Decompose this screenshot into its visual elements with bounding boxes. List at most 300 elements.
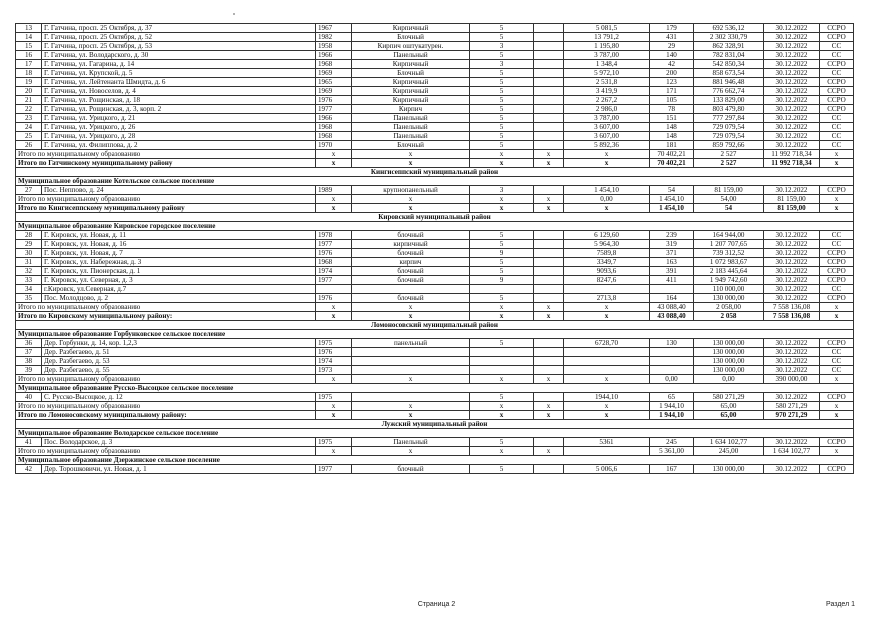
table-cell: блочный <box>352 231 470 240</box>
table-cell: 858 673,54 <box>694 69 764 78</box>
total-cell: 11 992 718,34 <box>764 159 820 168</box>
table-cell: Дер. Разбегаево, д. 55 <box>42 366 316 375</box>
table-cell: 5 <box>470 123 534 132</box>
total-cell: х <box>352 402 470 411</box>
table-cell: 30.12.2022 <box>764 141 820 150</box>
total-cell: х <box>534 411 564 420</box>
table-cell: 9 <box>470 249 534 258</box>
table-cell: 1944,10 <box>564 393 650 402</box>
total-cell: х <box>564 204 650 213</box>
municipality-header-row <box>16 177 854 186</box>
table-cell: 181 <box>650 141 694 150</box>
total-cell: х <box>316 447 352 456</box>
table-cell: 19 <box>16 78 42 87</box>
table-cell: 171 <box>650 87 694 96</box>
table-cell <box>352 366 470 375</box>
table-row <box>16 258 854 267</box>
table-cell: 30.12.2022 <box>764 240 820 249</box>
table-cell: 319 <box>650 240 694 249</box>
total-cell: х <box>820 375 854 384</box>
table-cell: СС <box>820 366 854 375</box>
total-cell: х <box>820 303 854 312</box>
municipality-header-row <box>16 456 854 465</box>
table-cell: 3 <box>470 42 534 51</box>
district-title: Ломоносовский муниципальный район <box>16 321 854 330</box>
total-cell: х <box>470 159 534 168</box>
total-cell: х <box>534 375 564 384</box>
total-cell: х <box>316 303 352 312</box>
total-cell: х <box>470 375 534 384</box>
table-cell <box>534 60 564 69</box>
table-cell: 164 944,00 <box>694 231 764 240</box>
total-cell: 54 <box>694 204 764 213</box>
table-cell: 9093,6 <box>564 267 650 276</box>
table-cell: 25 <box>16 132 42 141</box>
total-cell: 0,00 <box>694 375 764 384</box>
scan-speck <box>233 13 235 15</box>
table-row <box>16 285 854 294</box>
table-cell <box>534 105 564 114</box>
total-cell: 43 088,40 <box>650 312 694 321</box>
table-row <box>16 339 854 348</box>
table-cell <box>534 348 564 357</box>
table-cell: 5 892,36 <box>564 141 650 150</box>
total-cell: 1 634 102,77 <box>764 447 820 456</box>
total-cell: 245,00 <box>694 447 764 456</box>
table-cell: Г. Гатчина, ул. Лейтенанта Шмидта, д. 6 <box>42 78 316 87</box>
table-cell: Кирпичный <box>352 60 470 69</box>
municipality-header-row <box>16 384 854 393</box>
table-row <box>16 123 854 132</box>
table-cell: 28 <box>16 231 42 240</box>
table-cell: 30.12.2022 <box>764 231 820 240</box>
table-cell: 15 <box>16 42 42 51</box>
table-row <box>16 249 854 258</box>
table-cell: 5 <box>470 69 534 78</box>
table-cell <box>534 69 564 78</box>
table-cell: 26 <box>16 141 42 150</box>
table-cell: 123 <box>650 78 694 87</box>
district-title: Лужский муниципальный район <box>16 420 854 429</box>
district-total-row <box>16 411 854 420</box>
table-cell: 30.12.2022 <box>764 42 820 51</box>
table-cell: 38 <box>16 357 42 366</box>
table-cell: 163 <box>650 258 694 267</box>
total-label: Итого по муниципальному образованию <box>16 303 316 312</box>
total-label: Итого по Кингисеппскому муниципальному району <box>16 204 316 213</box>
table-cell: 5 <box>470 114 534 123</box>
table-cell: 5 <box>470 393 534 402</box>
table-cell: Дер. Горбунки, д. 14, кор. 1,2,3 <box>42 339 316 348</box>
table-cell: 30.12.2022 <box>764 114 820 123</box>
table-cell: 5 081,5 <box>564 24 650 33</box>
table-cell: 782 831,04 <box>694 51 764 60</box>
table-cell: ССРО <box>820 96 854 105</box>
table-cell: 40 <box>16 393 42 402</box>
total-cell: х <box>534 303 564 312</box>
total-cell: х <box>820 150 854 159</box>
table-cell: ССРО <box>820 393 854 402</box>
table-cell <box>352 393 470 402</box>
total-cell: х <box>352 150 470 159</box>
table-cell: СС <box>820 231 854 240</box>
total-cell: 70 402,21 <box>650 150 694 159</box>
table-cell: 5361 <box>564 438 650 447</box>
table-cell: 371 <box>650 249 694 258</box>
table-cell: 1975 <box>316 393 352 402</box>
table-cell: 1 634 102,77 <box>694 438 764 447</box>
table-cell: 3 787,00 <box>564 114 650 123</box>
table-row <box>16 357 854 366</box>
total-cell: х <box>534 402 564 411</box>
table-cell: Пос. Неппово, д. 24 <box>42 186 316 195</box>
total-cell: х <box>820 195 854 204</box>
table-cell: 30.12.2022 <box>764 51 820 60</box>
table-cell <box>352 285 470 294</box>
district-title: Кингисеппский муниципальный район <box>16 168 854 177</box>
total-label: Итого по Ломоносовскому муниципальному району: <box>16 411 316 420</box>
table-cell: СС <box>820 51 854 60</box>
table-cell: Г. Гатчина, ул. Новоселов, д. 4 <box>42 87 316 96</box>
table-cell: 5 <box>470 78 534 87</box>
table-cell: 151 <box>650 114 694 123</box>
table-cell: СС <box>820 132 854 141</box>
total-cell: х <box>352 447 470 456</box>
table-cell <box>564 348 650 357</box>
table-cell: 29 <box>16 240 42 249</box>
table-cell: 30.12.2022 <box>764 348 820 357</box>
total-cell: 2 527 <box>694 159 764 168</box>
table-cell: 1965 <box>316 78 352 87</box>
table-cell: 2 183 445,64 <box>694 267 764 276</box>
table-cell: ССРО <box>820 294 854 303</box>
table-cell: ССРО <box>820 249 854 258</box>
table-cell: 777 297,84 <box>694 114 764 123</box>
table-cell: Пос. Володарское, д. 3 <box>42 438 316 447</box>
municipality-title: Муниципальное образование Володарское сельское поселение <box>16 429 854 438</box>
table-cell <box>534 123 564 132</box>
table-cell: ССРО <box>820 438 854 447</box>
table-cell: 1967 <box>316 24 352 33</box>
total-label: Итого по муниципальному образованию <box>16 195 316 204</box>
table-cell: Г. Кировск, ул. Набережная, д. 3 <box>42 258 316 267</box>
total-cell: х <box>352 303 470 312</box>
table-cell <box>470 348 534 357</box>
table-cell: 30.12.2022 <box>764 69 820 78</box>
table-cell: 30.12.2022 <box>764 294 820 303</box>
table-cell: блочный <box>352 276 470 285</box>
total-label: Итого по муниципальному образованию <box>16 150 316 159</box>
table-cell: 3349,7 <box>564 258 650 267</box>
table-cell: 130 000,00 <box>694 465 764 474</box>
table-cell <box>564 285 650 294</box>
register-sheet <box>15 23 853 474</box>
table-row <box>16 465 854 474</box>
table-cell: 5 <box>470 132 534 141</box>
total-cell: 2 058,00 <box>694 303 764 312</box>
table-cell: 30.12.2022 <box>764 96 820 105</box>
table-cell: Кирпичный <box>352 96 470 105</box>
table-cell: 130 <box>650 339 694 348</box>
table-cell: 803 479,80 <box>694 105 764 114</box>
table-cell: 1968 <box>316 258 352 267</box>
municipality-header-row <box>16 330 854 339</box>
table-cell: 148 <box>650 132 694 141</box>
total-cell: 580 271,29 <box>764 402 820 411</box>
table-cell <box>534 24 564 33</box>
table-cell: 5 <box>470 33 534 42</box>
table-cell: Г. Гатчина, просп. 25 Октября, д. 37 <box>42 24 316 33</box>
table-row <box>16 51 854 60</box>
table-cell: 776 662,74 <box>694 87 764 96</box>
table-cell: 5 <box>470 294 534 303</box>
subtotal-row <box>16 303 854 312</box>
table-cell <box>534 42 564 51</box>
table-cell: 37 <box>16 348 42 357</box>
total-cell: 2 058 <box>694 312 764 321</box>
table-cell: 54 <box>650 186 694 195</box>
table-cell: Г. Кировск, ул. Новая, д. 16 <box>42 240 316 249</box>
table-cell: 3 607,00 <box>564 123 650 132</box>
total-cell: х <box>316 204 352 213</box>
table-cell: Панельный <box>352 51 470 60</box>
table-cell: 1968 <box>316 60 352 69</box>
table-cell: Г. Кировск, ул. Новая, д. 11 <box>42 231 316 240</box>
total-cell: х <box>352 312 470 321</box>
total-cell: 1 944,10 <box>650 411 694 420</box>
total-cell: 1 454,10 <box>650 195 694 204</box>
table-cell: 411 <box>650 276 694 285</box>
municipality-title: Муниципальное образование Дзержинское сельское поселение <box>16 456 854 465</box>
table-cell: 859 792,66 <box>694 141 764 150</box>
table-cell: Панельный <box>352 132 470 141</box>
table-cell: 24 <box>16 123 42 132</box>
table-row <box>16 276 854 285</box>
table-cell: 16 <box>16 51 42 60</box>
table-cell: 30.12.2022 <box>764 276 820 285</box>
table-cell: 1 207 707,65 <box>694 240 764 249</box>
table-cell <box>534 231 564 240</box>
table-cell: 391 <box>650 267 694 276</box>
table-cell: 1977 <box>316 105 352 114</box>
total-cell: х <box>820 204 854 213</box>
table-row <box>16 438 854 447</box>
table-cell: Дер. Торошковичи, ул. Новая, д. 1 <box>42 465 316 474</box>
total-cell: 65,00 <box>694 411 764 420</box>
table-cell: 42 <box>650 60 694 69</box>
table-cell: 30.12.2022 <box>764 78 820 87</box>
district-total-row <box>16 159 854 168</box>
table-cell: Г. Гатчина, ул. Урицкого, д. 28 <box>42 132 316 141</box>
table-cell: крупнопанельный <box>352 186 470 195</box>
table-cell: 2713,8 <box>564 294 650 303</box>
subtotal-row <box>16 402 854 411</box>
table-cell: 30.12.2022 <box>764 357 820 366</box>
table-cell <box>316 285 352 294</box>
table-cell: 1970 <box>316 141 352 150</box>
table-row <box>16 366 854 375</box>
table-cell: Г. Гатчина, ул. Урицкого, д. 21 <box>42 114 316 123</box>
total-cell: х <box>470 447 534 456</box>
table-cell: блочный <box>352 249 470 258</box>
table-cell: 22 <box>16 105 42 114</box>
total-cell: х <box>470 303 534 312</box>
total-cell: х <box>534 159 564 168</box>
table-row <box>16 96 854 105</box>
table-cell: Г. Гатчина, ул. Филиппова, д. 2 <box>42 141 316 150</box>
table-cell: 29 <box>650 42 694 51</box>
table-cell: 1977 <box>316 465 352 474</box>
table-cell <box>650 348 694 357</box>
table-cell: 130 000,00 <box>694 348 764 357</box>
total-cell: 70 402,21 <box>650 159 694 168</box>
table-row <box>16 267 854 276</box>
table-cell: 200 <box>650 69 694 78</box>
table-cell: 1977 <box>316 240 352 249</box>
district-header-row <box>16 168 854 177</box>
total-cell: х <box>820 159 854 168</box>
table-cell: 6728,70 <box>564 339 650 348</box>
table-cell: Блочный <box>352 33 470 42</box>
total-cell: х <box>352 375 470 384</box>
table-cell: 30.12.2022 <box>764 186 820 195</box>
table-row <box>16 33 854 42</box>
table-cell <box>650 285 694 294</box>
table-cell: 1 195,80 <box>564 42 650 51</box>
table-row <box>16 240 854 249</box>
total-cell: х <box>470 195 534 204</box>
table-cell: блочный <box>352 294 470 303</box>
table-row <box>16 294 854 303</box>
table-cell: 81 159,00 <box>694 186 764 195</box>
total-cell: х <box>316 402 352 411</box>
table-cell <box>534 78 564 87</box>
total-cell: 81 159,00 <box>764 195 820 204</box>
total-cell: х <box>564 411 650 420</box>
table-cell: 167 <box>650 465 694 474</box>
table-cell <box>534 465 564 474</box>
table-cell <box>534 294 564 303</box>
municipality-title: Муниципальное образование Котельское сельское поселение <box>16 177 854 186</box>
table-cell: 30.12.2022 <box>764 393 820 402</box>
total-cell: х <box>534 150 564 159</box>
municipality-header-row <box>16 429 854 438</box>
table-cell: Г. Гатчина, ул. Гагарина, д. 14 <box>42 60 316 69</box>
table-cell <box>470 285 534 294</box>
table-cell: Панельный <box>352 438 470 447</box>
table-cell: ССРО <box>820 78 854 87</box>
district-header-row <box>16 420 854 429</box>
table-cell: 245 <box>650 438 694 447</box>
table-cell: ССРО <box>820 267 854 276</box>
table-row <box>16 186 854 195</box>
table-cell: 1976 <box>316 294 352 303</box>
table-cell: 34 <box>16 285 42 294</box>
table-cell: 3 787,00 <box>564 51 650 60</box>
table-cell: 140 <box>650 51 694 60</box>
table-cell: 21 <box>16 96 42 105</box>
total-cell: х <box>470 411 534 420</box>
total-cell: х <box>564 402 650 411</box>
total-cell: 81 159,00 <box>764 204 820 213</box>
table-cell: 33 <box>16 276 42 285</box>
total-cell: 5 361,00 <box>650 447 694 456</box>
table-cell: 1975 <box>316 339 352 348</box>
total-label: Итого по муниципальному образованию <box>16 447 316 456</box>
table-cell <box>534 438 564 447</box>
table-cell: 1968 <box>316 132 352 141</box>
table-cell: 30.12.2022 <box>764 87 820 96</box>
table-cell: 5 <box>470 231 534 240</box>
table-cell: ССРО <box>820 105 854 114</box>
district-header-row <box>16 321 854 330</box>
table-cell: панельный <box>352 339 470 348</box>
table-cell: 9 <box>470 276 534 285</box>
table-cell <box>534 186 564 195</box>
total-cell <box>564 447 650 456</box>
table-cell: 179 <box>650 24 694 33</box>
table-cell: 1977 <box>316 276 352 285</box>
total-cell: 65,00 <box>694 402 764 411</box>
table-cell: 130 000,00 <box>694 294 764 303</box>
table-cell: 5 972,10 <box>564 69 650 78</box>
table-cell: СС <box>820 285 854 294</box>
table-cell: 130 000,00 <box>694 357 764 366</box>
table-cell <box>534 339 564 348</box>
table-cell: 2 302 330,79 <box>694 33 764 42</box>
table-cell <box>352 357 470 366</box>
total-cell: х <box>564 159 650 168</box>
table-cell: 78 <box>650 105 694 114</box>
table-cell: 30.12.2022 <box>764 132 820 141</box>
table-cell: 1975 <box>316 438 352 447</box>
table-cell: 27 <box>16 186 42 195</box>
table-cell: 30.12.2022 <box>764 465 820 474</box>
table-cell: 1982 <box>316 33 352 42</box>
table-row <box>16 141 854 150</box>
table-cell: 30.12.2022 <box>764 285 820 294</box>
table-cell: 130 000,00 <box>694 339 764 348</box>
table-cell: 30 <box>16 249 42 258</box>
municipality-title: Муниципальное образование Горбунковское сельское поселение <box>16 330 854 339</box>
table-cell: Г. Кировск, ул. Новая, д. 7 <box>42 249 316 258</box>
table-cell: 18 <box>16 69 42 78</box>
table-cell: 1974 <box>316 267 352 276</box>
table-cell: Г. Гатчина, ул. Крупской, д. 5 <box>42 69 316 78</box>
table-cell: 14 <box>16 33 42 42</box>
total-cell: х <box>352 195 470 204</box>
total-cell: х <box>534 195 564 204</box>
table-cell <box>352 348 470 357</box>
table-cell: 5 <box>470 465 534 474</box>
table-cell: 1958 <box>316 42 352 51</box>
table-cell: Г. Гатчина, ул. Урицкого, д. 26 <box>42 123 316 132</box>
table-cell: 739 312,52 <box>694 249 764 258</box>
table-cell: 1966 <box>316 114 352 123</box>
table-cell: 30.12.2022 <box>764 258 820 267</box>
table-cell <box>534 258 564 267</box>
table-cell: ССРО <box>820 24 854 33</box>
housing-register-table <box>15 23 854 474</box>
table-row <box>16 24 854 33</box>
table-cell <box>534 132 564 141</box>
table-cell: 1978 <box>316 231 352 240</box>
table-cell: 1968 <box>316 123 352 132</box>
municipality-header-row <box>16 222 854 231</box>
table-cell: 692 536,12 <box>694 24 764 33</box>
table-cell: 36 <box>16 339 42 348</box>
subtotal-row <box>16 150 854 159</box>
